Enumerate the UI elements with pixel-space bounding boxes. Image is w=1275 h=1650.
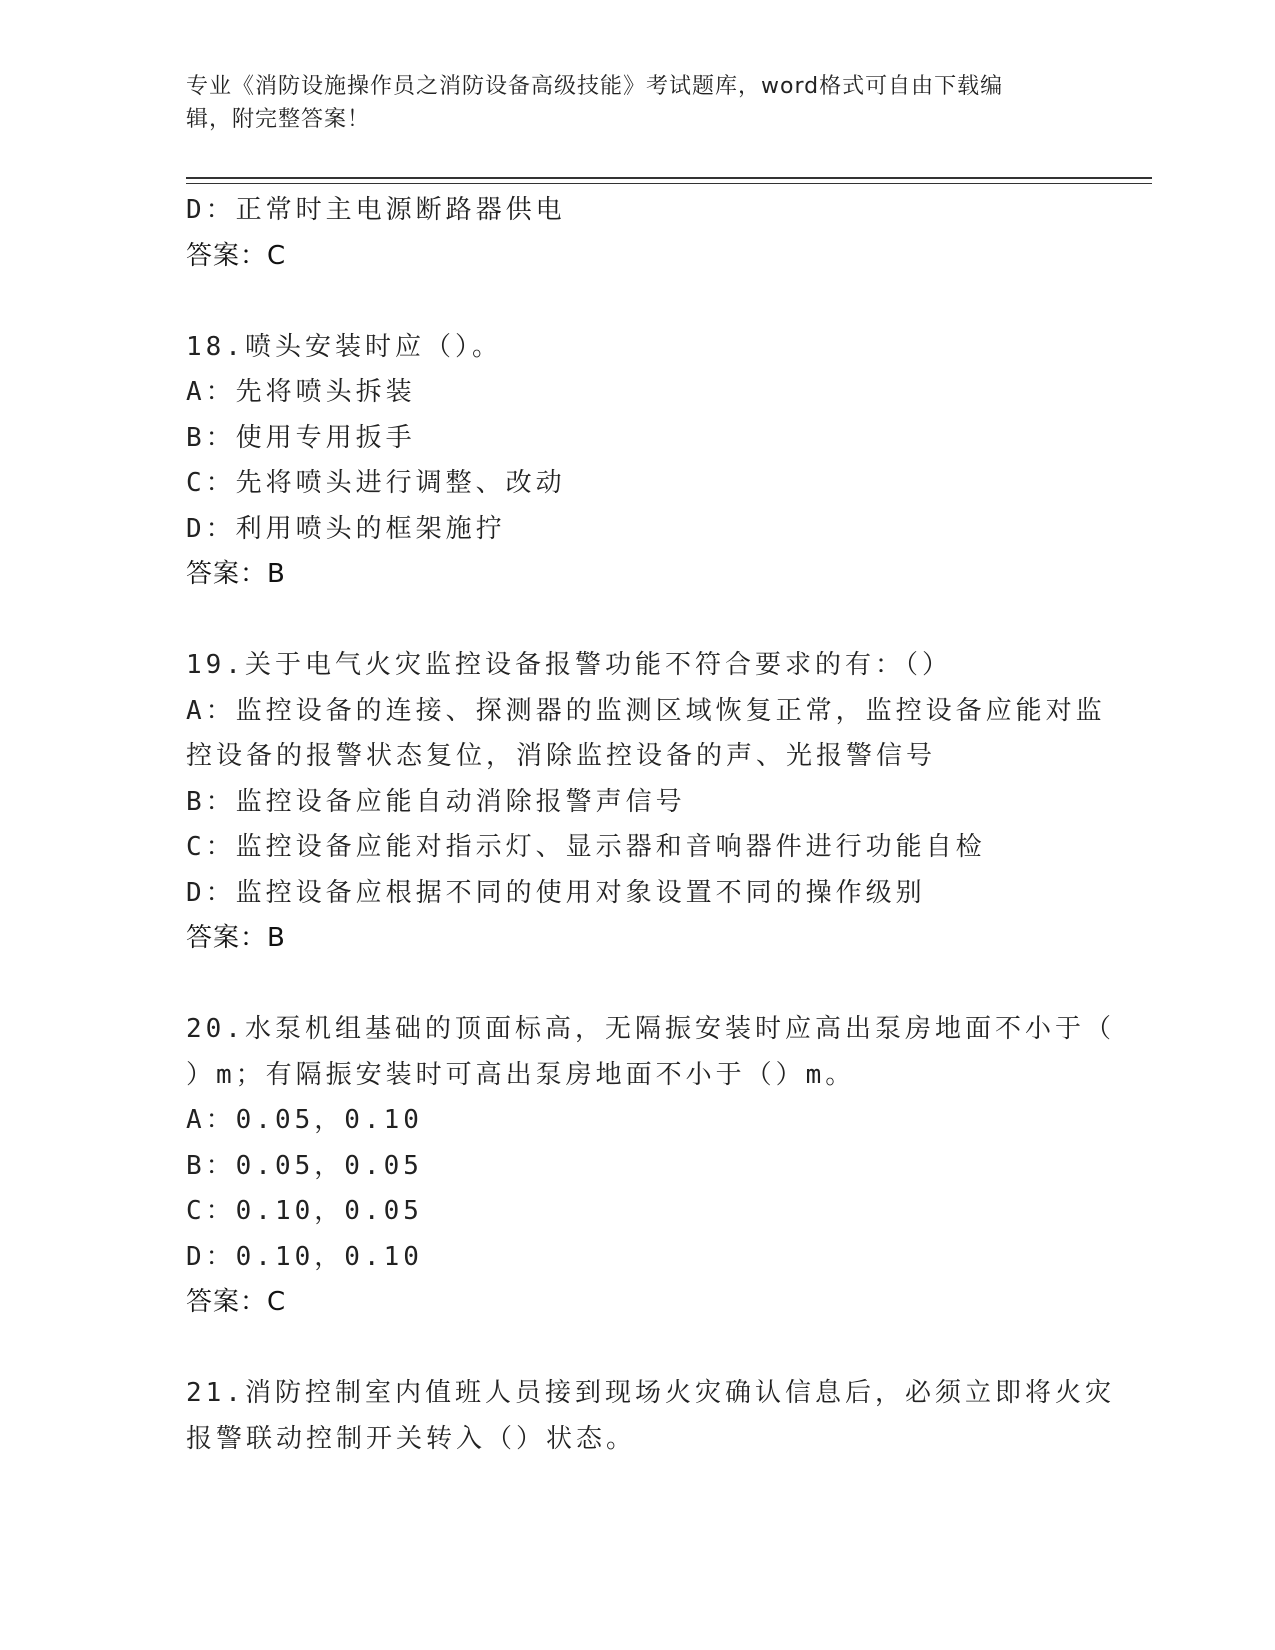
answer-text: 答案：B xyxy=(186,923,286,953)
option-a-line-2: 控设备的报警状态复位，消除监控设备的声、光报警信号 xyxy=(186,741,937,771)
option-d: D：正常时主电源断路器供电 xyxy=(186,195,566,225)
spacer xyxy=(186,598,1086,644)
option-d: D：0.10，0.10 xyxy=(186,1241,423,1272)
page-header xyxy=(186,70,1066,136)
question-text-line-1: 20.水泵机组基础的顶面标高，无隔振安装时应高出泵房地面不小于（ xyxy=(186,1014,1115,1044)
option-c: C：0.10，0.05 xyxy=(186,1196,423,1226)
spacer xyxy=(186,962,1086,1008)
option-c: C：监控设备应能对指示灯、显示器和音响器件进行功能自检 xyxy=(186,832,986,862)
option-b: B：使用专用扳手 xyxy=(186,422,416,453)
question-text-line-2: ）m；有隔振安装时可高出泵房地面不小于（）m。 xyxy=(186,1059,856,1090)
question-17-tail xyxy=(186,188,1086,279)
question-text-line-2: 报警联动控制开关转入（）状态。 xyxy=(186,1423,637,1454)
question-18 xyxy=(186,325,1086,598)
option-d: D：利用喷头的框架施拧 xyxy=(186,513,506,544)
spacer xyxy=(186,1326,1086,1372)
answer-text: 答案：B xyxy=(186,559,286,589)
option-b: B：监控设备应能自动消除报警声信号 xyxy=(186,786,686,817)
question-text-line-1: 21.消防控制室内值班人员接到现场火灾确认信息后，必须立即将火灾 xyxy=(186,1378,1115,1408)
question-19 xyxy=(186,643,1106,962)
question-text: 19.关于电气火灾监控设备报警功能不符合要求的有：（） xyxy=(186,650,952,680)
option-b: B：0.05，0.05 xyxy=(186,1150,423,1181)
option-d: D：监控设备应根据不同的使用对象设置不同的操作级别 xyxy=(186,877,926,908)
header-divider-thick xyxy=(186,177,1152,179)
header-line-2: 辑，附完整答案！ xyxy=(186,107,371,132)
question-20 xyxy=(186,1007,1115,1326)
header-line-1: 专业《消防设施操作员之消防设备高级技能》考试题库，word格式可自由下载编 xyxy=(186,74,1004,99)
spacer xyxy=(186,279,1086,325)
question-content xyxy=(186,188,1115,1462)
header-divider-thin xyxy=(186,183,1152,184)
answer-text: 答案：C xyxy=(186,240,287,271)
question-21 xyxy=(186,1371,1115,1462)
answer-text: 答案：C xyxy=(186,1287,287,1317)
option-c: C：先将喷头进行调整、改动 xyxy=(186,468,566,498)
option-a-line-1: A：监控设备的连接、探测器的监测区域恢复正常，监控设备应能对监 xyxy=(186,695,1106,726)
question-text: 18.喷头安装时应（）。 xyxy=(186,331,502,362)
option-a: A：先将喷头拆装 xyxy=(186,377,416,407)
option-a: A：0.05，0.10 xyxy=(186,1105,423,1135)
